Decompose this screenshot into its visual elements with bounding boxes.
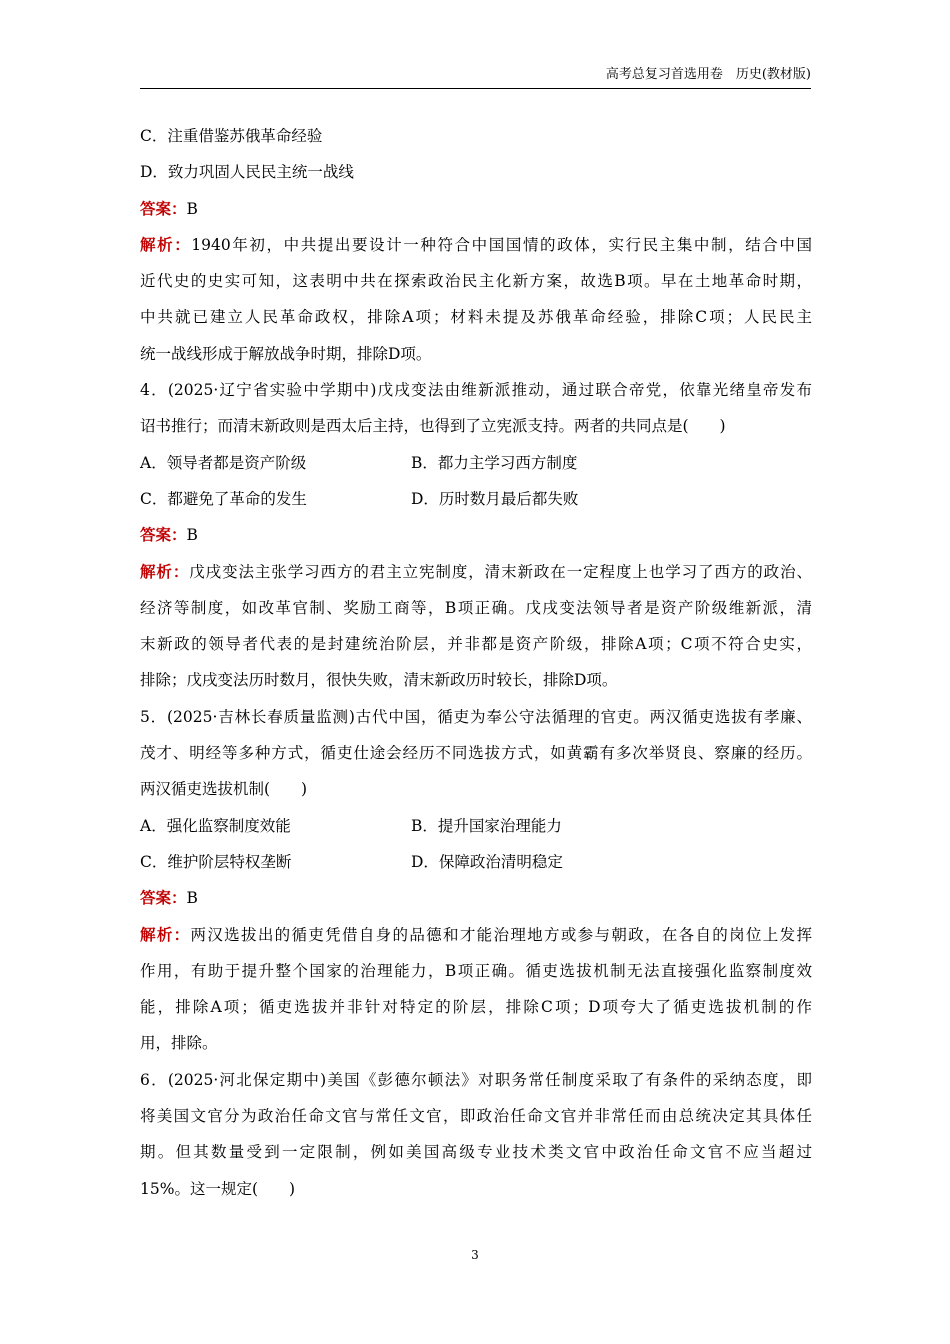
q4-options-row	[140, 445, 812, 481]
q5-stem-line: 茂才、明经等多种方式，循吏仕途会经历不同选拔方式，如黄霸有多次举贤良、察廉的经历。	[140, 744, 812, 763]
answer-value: B	[186, 526, 198, 545]
q3-answer	[140, 191, 812, 227]
q5-option-a: A．强化监察制度效能	[140, 816, 291, 835]
q5-analysis-line: 用，排除。	[140, 1034, 218, 1053]
q5-stem-line: 两汉循吏选拔机制( )	[140, 780, 308, 799]
q3-analysis-line: 解析：1940年初，中共提出要设计一种符合中国国情的政体，实行民主集中制，结合中国	[140, 234, 812, 254]
q5-options-row	[140, 808, 812, 844]
q5-answer	[140, 880, 812, 916]
q4-stem-line: 诏书推行；而清末新政则是西太后主持，也得到了立宪派支持。两者的共同点是( )	[140, 417, 726, 436]
q4-option-d: D．历时数月最后都失败	[411, 489, 579, 508]
analysis-label: 解析：	[140, 924, 191, 944]
q3-analysis-line: 近代史的史实可知，这表明中共在探索政治民主化新方案，故选B项。早在土地革命时期，	[140, 272, 812, 291]
q4-analysis-line: 经济等制度，如改革官制、奖励工商等，B项正确。戊戌变法领导者是资产阶级维新派，清	[140, 598, 812, 617]
answer-value: B	[186, 889, 198, 908]
answer-label: 答案：	[140, 198, 187, 218]
analysis-label: 解析：	[140, 234, 192, 254]
answer-label: 答案：	[140, 888, 187, 908]
q6-stem-line: 15%。这一规定( )	[140, 1179, 296, 1198]
q6-stem-line: 将美国文官分为政治任命文官与常任文官，即政治任命文官并非常任而由总统决定其具体任	[140, 1107, 812, 1126]
q4-options-row	[140, 481, 812, 517]
q3-option-c: C．注重借鉴苏俄革命经验	[140, 127, 323, 145]
q5-stem-line: 5．(2025·吉林长春质量监测)古代中国，循吏为奉公守法循理的官吏。两汉循吏选拔有孝廉、	[140, 707, 812, 726]
q3-analysis-line: 统一战线形成于解放战争时期，排除D项。	[140, 344, 432, 363]
q5-analysis-line: 作用，有助于提升整个国家的治理能力，B项正确。循吏选拔机制无法直接强化监察制度效	[140, 961, 812, 980]
page-number: 3	[471, 1248, 479, 1262]
q4-analysis-line: 解析：戊戌变法主张学习西方的君主立宪制度，清末新政在一定程度上也学习了西方的政治、	[140, 561, 812, 581]
q4-analysis-line: 排除；戊戌变法历时数月，很快失败，清末新政历时较长，排除D项。	[140, 671, 618, 690]
q5-option-d: D．保障政治清明稳定	[411, 852, 563, 871]
q5-analysis-line: 能，排除A项；循吏选拔并非针对特定的阶层，排除C项；D项夸大了循吏选拔机制的作	[140, 998, 812, 1017]
analysis-label: 解析：	[140, 561, 190, 581]
q6-stem-line: 6．(2025·河北保定期中)美国《彭德尔顿法》对职务常任制度采取了有条件的采纳态度，即	[140, 1070, 812, 1089]
q4-stem-line: 4．(2025·辽宁省实验中学期中)戊戌变法由维新派推动，通过联合帝党，依靠光绪皇帝发布	[140, 381, 812, 400]
q3-option-d: D．致力巩固人民民主统一战线	[140, 163, 354, 182]
q4-option-a: A．领导者都是资产阶级	[140, 453, 307, 472]
q4-analysis-line: 末新政的领导者代表的是封建统治阶层，并非都是资产阶级，排除A项；C项不符合史实，	[140, 635, 812, 654]
q4-option-c: C．都避免了革命的发生	[140, 489, 307, 508]
q4-answer	[140, 517, 812, 553]
answer-value: B	[186, 199, 198, 218]
answer-label: 答案：	[140, 525, 187, 545]
q5-option-c: C．维护阶层特权垄断	[140, 852, 292, 871]
q5-option-b: B．提升国家治理能力	[411, 816, 562, 835]
q3-analysis-line: 中共就已建立人民革命政权，排除A项；材料未提及苏俄革命经验，排除C项；人民民主	[140, 308, 812, 327]
q4-option-b: B．都力主学习西方制度	[411, 453, 578, 472]
page-content	[140, 118, 812, 1207]
q5-options-row	[140, 844, 812, 880]
q6-stem-line: 期。但其数量受到一定限制，例如美国高级专业技术类文官中政治任命文官不应当超过	[140, 1143, 812, 1162]
page-header: 高考总复习首选用卷 历史(教材版)	[140, 64, 811, 89]
q5-analysis-line: 解析：两汉选拔出的循吏凭借自身的品德和才能治理地方或参与朝政，在各自的岗位上发挥	[140, 924, 812, 944]
